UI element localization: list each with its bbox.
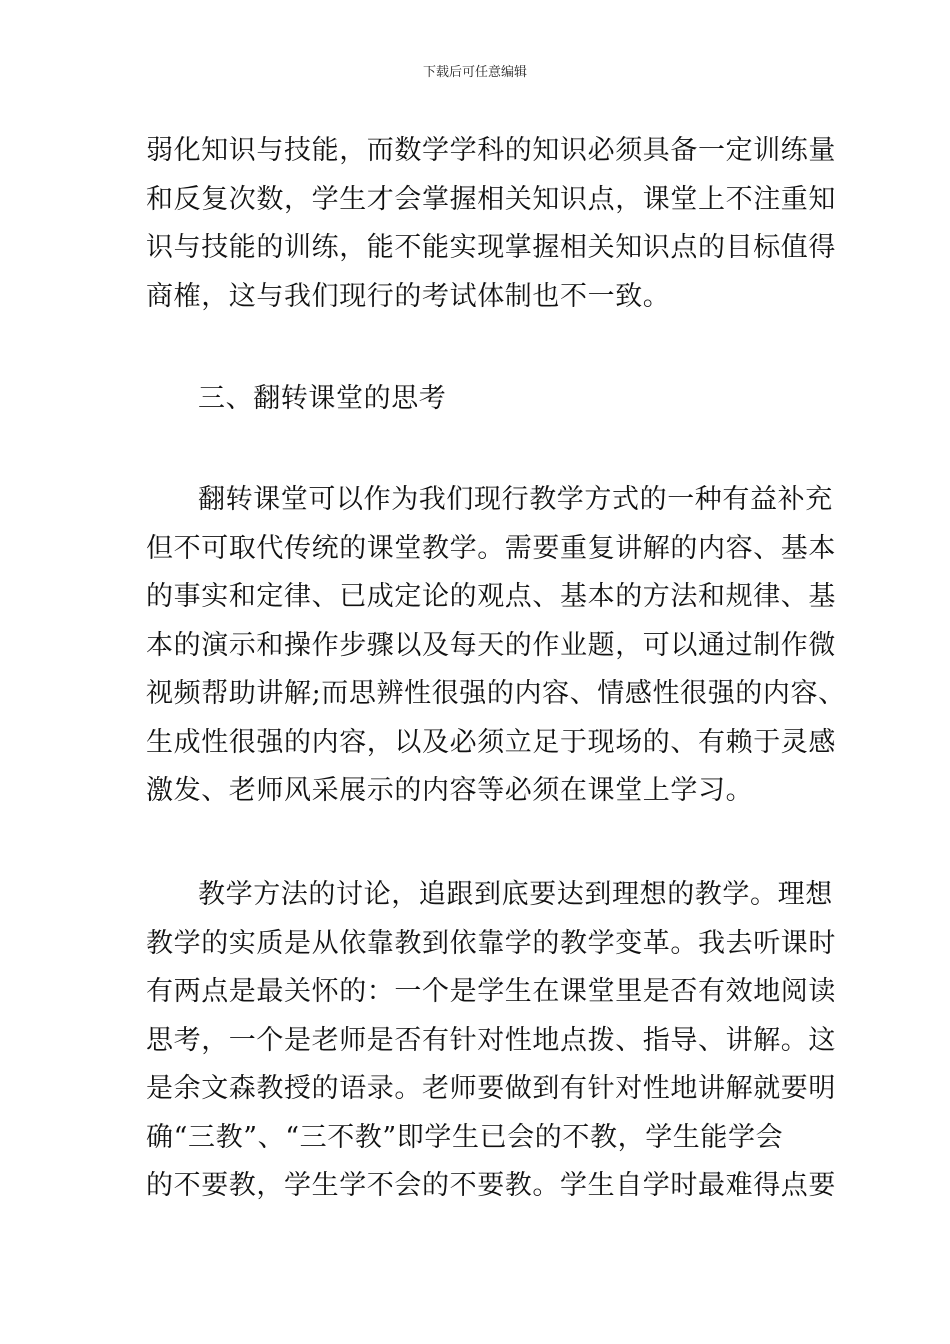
paragraph-line: 但不可取代传统的课堂教学。需要重复讲解的内容、基本 [146,532,836,564]
paragraph-line: 生成性很强的内容，以及必须立足于现场的、有赖于灵感 [146,726,836,758]
paragraph-line: 教学的实质是从依靠教到依靠学的教学变革。我去听课时 [146,927,836,959]
paragraph-line: 本的演示和操作步骤以及每天的作业题，可以通过制作微 [146,629,836,661]
paragraph-line: 教学方法的讨论，追跟到底要达到理想的教学。理想 [198,879,833,910]
paragraph-line: 激发、老师风采展示的内容等必须在课堂上学习。 [146,775,754,806]
paragraph-line: 思考，一个是老师是否有针对性地点拨、指导、讲解。这 [146,1024,836,1056]
paragraph-2 [146,476,846,816]
paragraph-line: 弱化知识与技能，而数学学科的知识必须具备一定训练量 [146,135,836,166]
paragraph-line: 和反复次数，学生才会掌握相关知识点，课堂上不注重知 [146,183,836,215]
paragraph-line: 有两点是最关怀的：一个是学生在课堂里是否有效地阅读 [146,976,836,1007]
paragraph-1 [146,127,836,321]
paragraph-line: 视频帮助讲解;而思辨性很强的内容、情感性很强的内容、 [146,678,846,709]
paragraph-line: 翻转课堂可以作为我们现行教学方式的一种有益补充 [198,484,833,515]
paragraph-line: 商榷，这与我们现行的考试体制也不一致。 [146,280,671,312]
paragraph-line: 确“三教”、“三不教”即学生已会的不教，学生能学会 [146,1121,784,1153]
paragraph-line: 的不要教，学生学不会的不要教。学生自学时最难得点要 [146,1170,836,1201]
paragraph-line: 识与技能的训练，能不能实现掌握相关知识点的目标值得 [146,232,836,263]
paragraph-3 [146,871,836,1211]
section-heading: 三、翻转课堂的思考 [198,383,447,414]
paragraph-line: 是余文森教授的语录。老师要做到有针对性地讲解就要明 [146,1073,836,1104]
paragraph-line: 的事实和定律、已成定论的观点、基本的方法和规律、基 [146,581,836,612]
page-header: 下载后可任意编辑 [422,65,527,80]
